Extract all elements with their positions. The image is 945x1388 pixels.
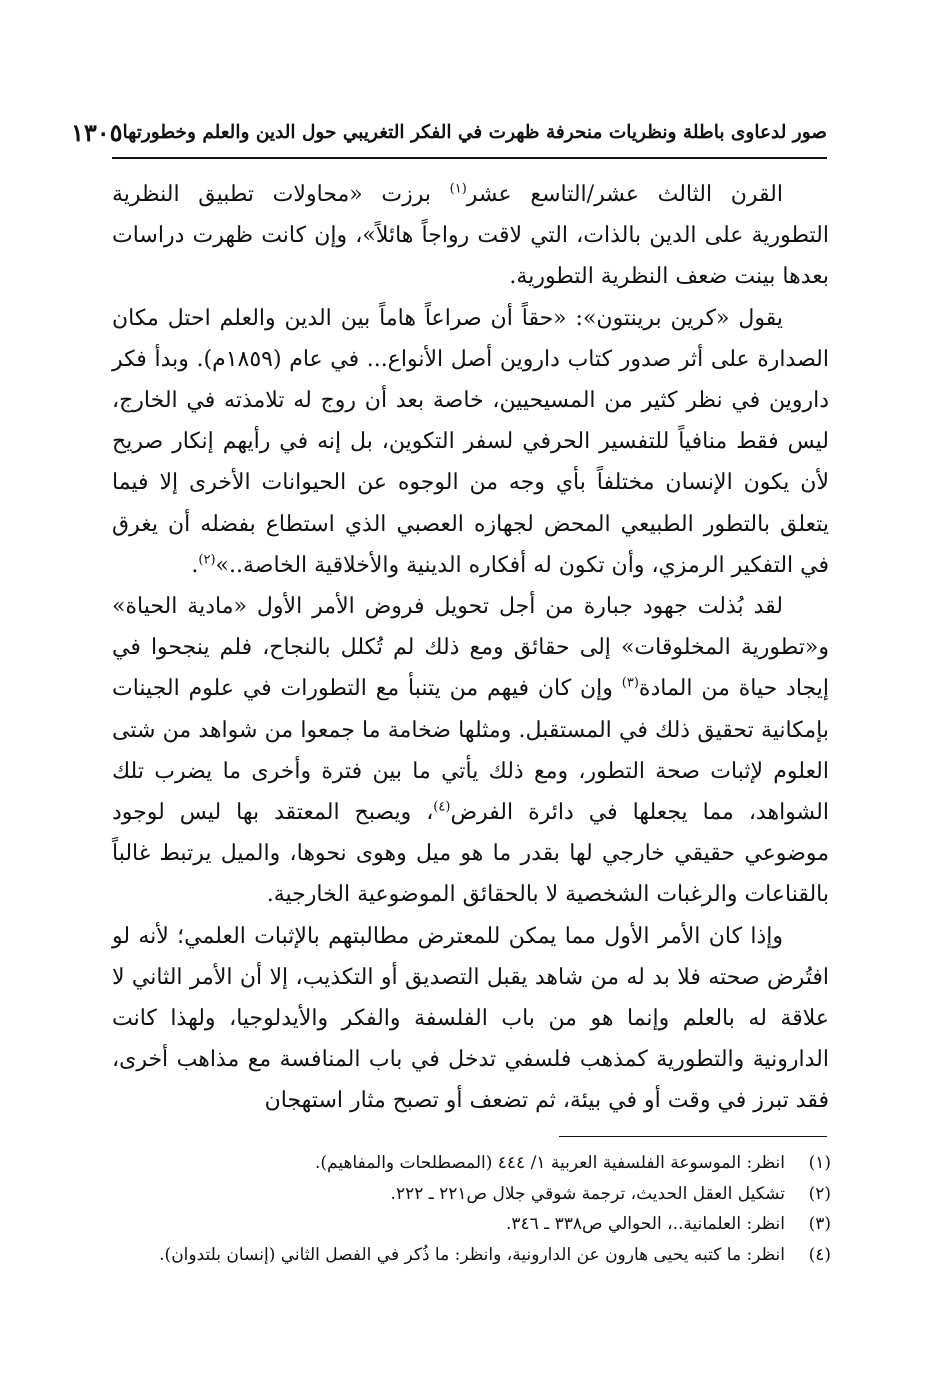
footnote-text: انظر: الموسوعة الفلسفية العربية ١/ ٤٤٤ (المصطلحات والمفاهيم). xyxy=(314,1153,785,1173)
paragraph-text: القرن الثالث عشر/التاسع عشر xyxy=(466,182,783,207)
footnote-number: (٣) xyxy=(808,1214,831,1234)
footnote-text: انظر: العلمانية..، الحوالي ص٣٣٨ ـ ٣٤٦. xyxy=(505,1214,785,1234)
paragraph-text: برزت «محاولات تطبيق النظرية التطورية على الدين بالذات، التي لاقت رواجاً هائلاً»، وإن كانت ظهرت دراسات بعدها بينت ضعف النظرية التطورية. xyxy=(112,182,829,290)
footnote-text: انظر: ما كتبه يحيى هارون عن الدارونية، وانظر: ما ذُكر في الفصل الثاني (إنسان بلتدوان). xyxy=(159,1244,785,1265)
footnote-reference: (٣) xyxy=(621,676,639,692)
paragraph-text: وإن كان فيهم من يتنبأ مع التطورات في علوم الجينات بإمكانية تحقيق ذلك في المستقبل. ومثلها ضخامة ما جمعوا من شواهد من شتى العلوم لإثبات صحة التطور، ومع ذلك يأتي ما بين فترة وأخرى ما يضرب تلك الشواهد، مما يجعلها في دائرة الفرض xyxy=(112,676,829,826)
running-header-title: صور لدعاوى باطلة ونظريات منحرفة ظهرت في الفكر التغريبي حول الدين والعلم وخطورتها xyxy=(122,121,827,143)
paragraph-text: ، ويصبح المعتقد بها ليس لوجود موضوعي حقيقي خارجي لها بقدر ما هو ميل وهوى نحوها، والميل يرتبط غالباً بالقناعات والرغبات الشخصية لا بالحقائق الموضوعية الخارجية. xyxy=(112,800,829,908)
footnote-number: (٤) xyxy=(808,1244,831,1265)
paragraph xyxy=(112,916,829,1122)
running-header xyxy=(70,112,827,152)
footnote-reference: (٢) xyxy=(198,552,216,568)
paragraph-text: يقول «كرين برينتون»: «حقاً أن صراعاً هاماً بين الدين والعلم احتل مكان الصدارة على أثر صدور كتاب داروين أصل الأنواع... في عام (١٨٥٩م). وبدأ فكر داروين في نظر كثير من المسيحيين، خاصة بعد أن روج له تلامذته في الخارج، ليس فقط منافياً للتفسير الحرفي لسفر التكوين، بل إنه في رأيهم إنكار صريح لأن يكون الإنسان مختلفاً بأي وجه من الوجوه عن الحيوانات الأخرى إلا فيما يتعلق بالتطور الطبيعي المحض لجهازه العصبي الذي استطاع بفضله أن يغرق في التفكير الرمزي، وأن تكون له أفكاره الدينية والأخلاقية الخاصة..» xyxy=(112,305,829,578)
footnote-reference: (١) xyxy=(449,181,467,197)
footnote-reference: (٤) xyxy=(433,799,451,815)
paragraph xyxy=(112,174,829,298)
footnote xyxy=(112,1148,831,1179)
footnote xyxy=(112,1240,831,1271)
body-text xyxy=(112,174,829,1122)
paragraph xyxy=(112,298,829,586)
footnote xyxy=(112,1209,831,1240)
paragraph-text: لقد بُذلت جهود جبارة من أجل تحويل فروض الأمر الأول «مادية الحياة» و«تطورية المخلوقات» إلى حقائق ومع ذلك لم تُكلل بالنجاح، فلم ينجحوا في إيجاد حياة من المادة xyxy=(112,594,829,702)
footnote xyxy=(112,1179,831,1210)
header-divider xyxy=(112,157,827,159)
footnote-number: (٢) xyxy=(808,1183,831,1204)
paragraph-text: . xyxy=(191,552,199,578)
footnotes xyxy=(112,1148,831,1270)
paragraph xyxy=(112,586,829,916)
paragraph-text: وإذا كان الأمر الأول مما يمكن للمعترض مطالبتهم بالإثبات العلمي؛ لأنه لو افتُرض صحته فلا بد له من شاهد يقبل التصديق أو التكذيب، إلا أن الأمر الثاني لا علاقة له بالعلم وإنما هو من باب الفلسفة والفكر والأيدلوجيا، ولهذا كانت الدارونية والتطورية كمذهب فلسفي تدخل في باب المنافسة مع مذاهب أخرى، فقد تبرز في وقت أو في بيئة، ثم تضعف أو تصبح مثار استهجان xyxy=(112,923,829,1114)
footnote-divider xyxy=(559,1136,827,1137)
footnote-text: تشكيل العقل الحديث، ترجمة شوقي جلال ص٢٢١ ـ ٢٢٢. xyxy=(390,1183,785,1204)
footnote-number: (١) xyxy=(808,1153,831,1173)
page-number: ١٣٠٥ xyxy=(70,117,123,147)
